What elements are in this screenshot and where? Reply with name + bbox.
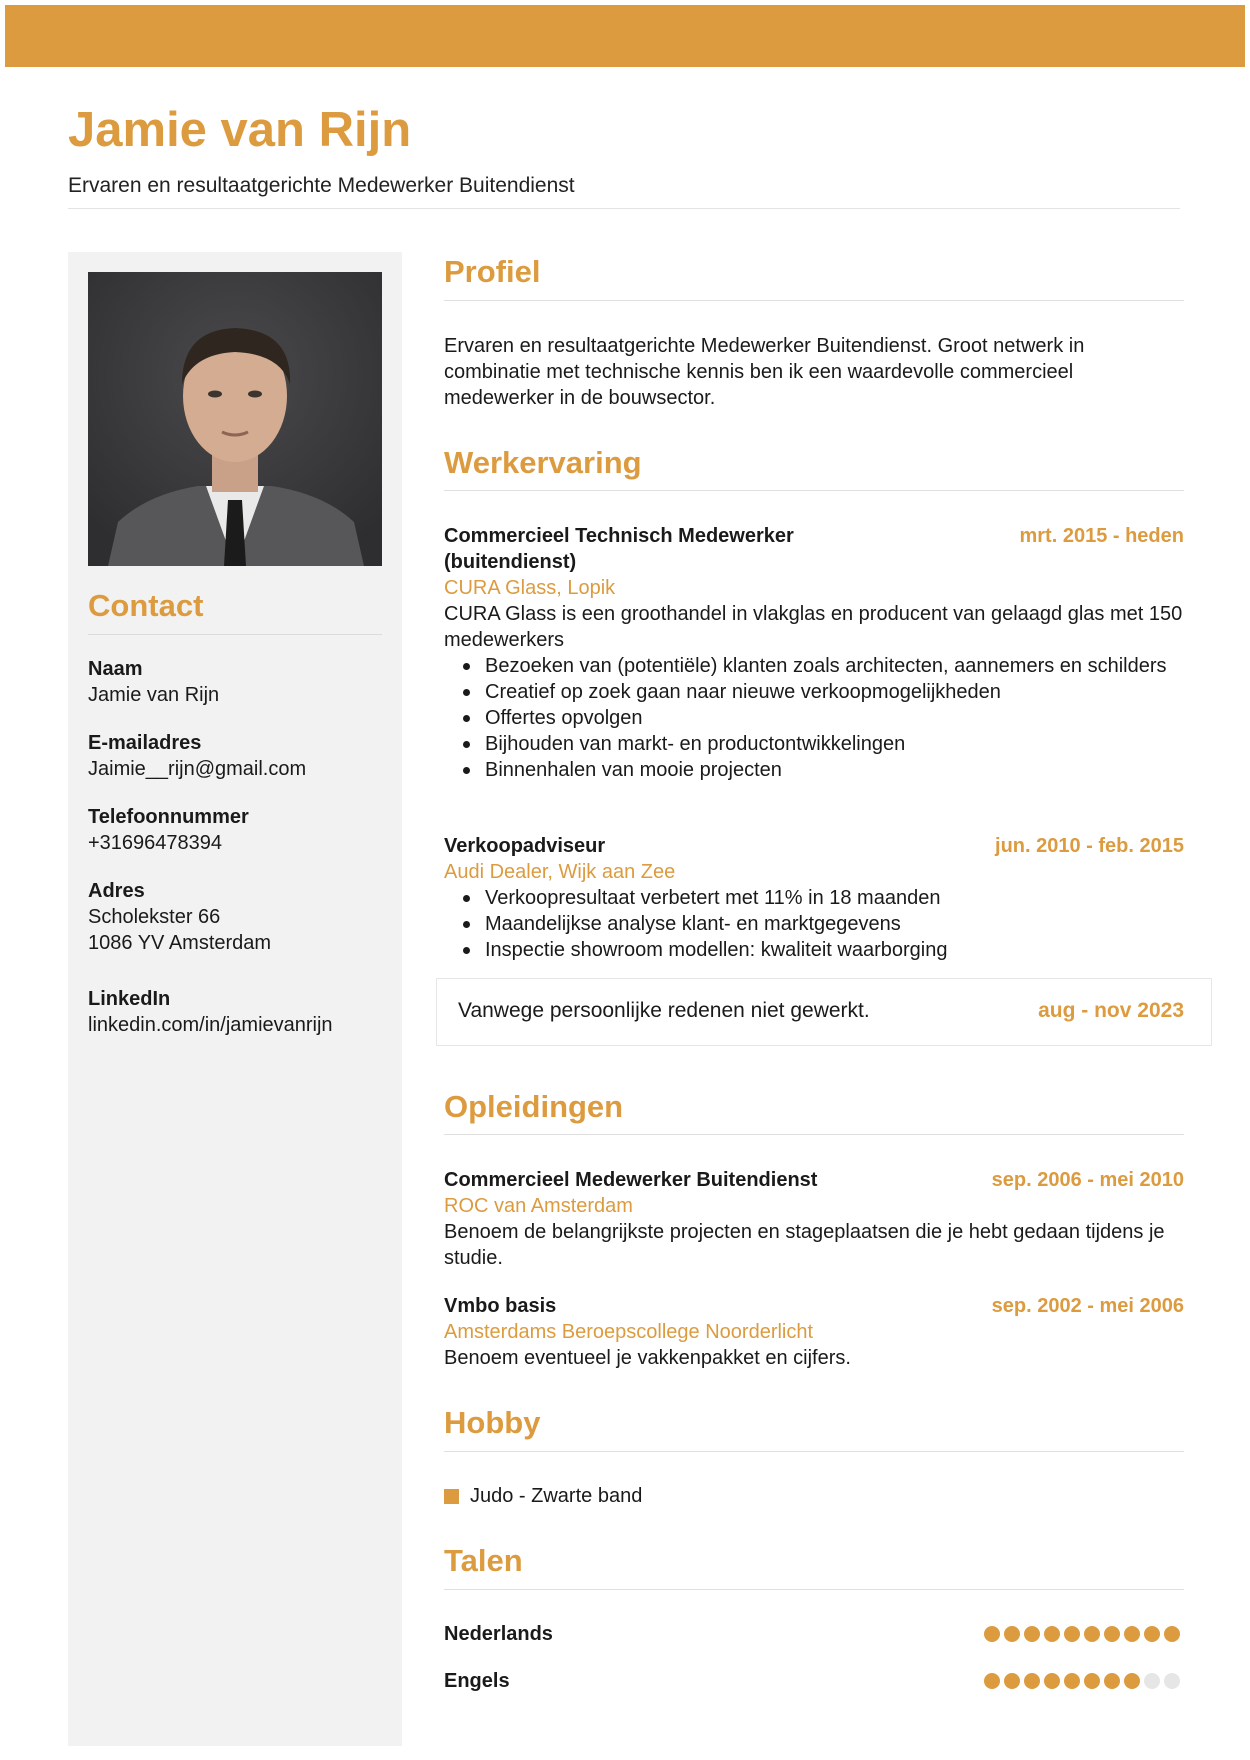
contact-linkedin-value[interactable]: linkedin.com/in/jamievanrijn	[88, 1014, 333, 1036]
education-title: Vmbo basis	[444, 1295, 557, 1317]
profile-divider	[444, 300, 1184, 301]
language-level-dots	[984, 1626, 1180, 1642]
employment-gap-box	[436, 978, 1212, 1046]
education-title: Commercieel Medewerker Buitendienst	[444, 1169, 818, 1191]
level-dot-filled	[984, 1673, 1000, 1689]
level-dot-filled	[1124, 1626, 1140, 1642]
contact-divider	[88, 634, 382, 635]
level-dot-filled	[1144, 1626, 1160, 1642]
list-item: Creatief op zoek gaan naar nieuwe verkoopmogelijkheden	[485, 679, 1184, 705]
hobby-item: Judo - Zwarte band	[470, 1485, 643, 1507]
education-school: ROC van Amsterdam	[444, 1195, 633, 1217]
contact-name-label: Naam	[88, 658, 143, 680]
contact-linkedin	[88, 986, 333, 1038]
contact-address	[88, 878, 271, 956]
contact-linkedin-label: LinkedIn	[88, 988, 171, 1010]
language-level-dots	[984, 1673, 1180, 1689]
level-dot-filled	[1024, 1626, 1040, 1642]
header-divider	[68, 208, 1180, 209]
list-item: Bezoeken van (potentiële) klanten zoals architecten, aannemers en schilders	[485, 653, 1184, 679]
level-dot-filled	[1004, 1626, 1020, 1642]
level-dot-filled	[1084, 1673, 1100, 1689]
job-title: Verkoopadviseur	[444, 835, 606, 857]
candidate-name: Jamie van Rijn	[68, 103, 412, 157]
level-dot-filled	[1004, 1673, 1020, 1689]
level-dot-filled	[1124, 1673, 1140, 1689]
candidate-subtitle: Ervaren en resultaatgerichte Medewerker Buitendienst	[68, 174, 575, 197]
languages-divider	[444, 1589, 1184, 1590]
education-school: Amsterdams Beroepscollege Noorderlicht	[444, 1321, 814, 1343]
level-dot-filled	[1064, 1673, 1080, 1689]
contact-name-value: Jamie van Rijn	[88, 684, 220, 706]
job-company: CURA Glass, Lopik	[444, 577, 616, 599]
contact-heading: Contact	[88, 588, 204, 623]
languages-heading: Talen	[444, 1543, 523, 1578]
contact-phone	[88, 804, 249, 856]
level-dot-filled	[1164, 1626, 1180, 1642]
list-item: Inspectie showroom modellen: kwaliteit waarborging	[485, 937, 1184, 963]
job-date: mrt. 2015 - heden	[1019, 525, 1184, 547]
language-name: Engels	[444, 1670, 510, 1692]
level-dot-empty	[1144, 1673, 1160, 1689]
job-company: Audi Dealer, Wijk aan Zee	[444, 861, 676, 883]
level-dot-filled	[1084, 1626, 1100, 1642]
sidebar	[68, 252, 402, 1746]
experience-divider	[444, 490, 1184, 491]
list-item: Verkoopresultaat verbetert met 11% in 18 maanden	[485, 885, 1184, 911]
education-heading: Opleidingen	[444, 1089, 624, 1124]
profile-text: Ervaren en resultaatgerichte Medewerker Buitendienst. Groot netwerk in combinatie met technische kennis ben ik een waardevolle commercieel medewerker in de bouwsector.	[444, 335, 1085, 409]
hobby-bullet-square	[444, 1489, 459, 1504]
contact-email-value[interactable]: Jaimie__rijn@gmail.com	[88, 758, 307, 780]
job-title-line1: Commercieel Technisch Medewerker	[444, 525, 794, 547]
level-dot-empty	[1164, 1673, 1180, 1689]
job-date: jun. 2010 - feb. 2015	[995, 835, 1184, 857]
job-description: CURA Glass is een groothandel in vlakglas en producent van gelaagd glas met 150 medewerkers	[444, 603, 1183, 651]
contact-phone-value[interactable]: +31696478394	[88, 832, 223, 854]
contact-email	[88, 730, 306, 782]
list-item: Offertes opvolgen	[485, 705, 1184, 731]
level-dot-filled	[1104, 1626, 1120, 1642]
education-divider	[444, 1134, 1184, 1135]
top-accent-bar	[5, 5, 1245, 67]
language-name: Nederlands	[444, 1623, 553, 1645]
contact-email-label: E-mailadres	[88, 732, 202, 754]
job-title	[444, 523, 794, 575]
hobby-heading: Hobby	[444, 1405, 541, 1440]
education-date: sep. 2002 - mei 2006	[991, 1295, 1184, 1317]
profile-heading: Profiel	[444, 254, 541, 289]
list-item: Bijhouden van markt- en productontwikkelingen	[485, 731, 1184, 757]
level-dot-filled	[984, 1626, 1000, 1642]
level-dot-filled	[1104, 1673, 1120, 1689]
level-dot-filled	[1024, 1673, 1040, 1689]
profile-photo	[88, 272, 382, 566]
job-title-line2: (buitendienst)	[444, 551, 577, 573]
hobby-divider	[444, 1451, 1184, 1452]
contact-address-line2: 1086 YV Amsterdam	[88, 932, 272, 954]
gap-date: aug - nov 2023	[1038, 999, 1184, 1022]
contact-address-label: Adres	[88, 880, 145, 902]
education-date: sep. 2006 - mei 2010	[991, 1169, 1184, 1191]
job-bullets	[444, 653, 1184, 783]
level-dot-filled	[1044, 1673, 1060, 1689]
education-description: Benoem eventueel je vakkenpakket en cijfers.	[444, 1347, 851, 1369]
contact-address-line1: Scholekster 66	[88, 906, 221, 928]
experience-heading: Werkervaring	[444, 445, 642, 480]
education-description: Benoem de belangrijkste projecten en stageplaatsen die je hebt gedaan tijdens je studie.	[444, 1221, 1165, 1269]
level-dot-filled	[1064, 1626, 1080, 1642]
list-item: Binnenhalen van mooie projecten	[485, 757, 1184, 783]
gap-text: Vanwege persoonlijke redenen niet gewerkt.	[458, 999, 870, 1022]
contact-phone-label: Telefoonnummer	[88, 806, 249, 828]
job-bullets	[444, 885, 1184, 963]
list-item: Maandelijkse analyse klant- en marktgegevens	[485, 911, 1184, 937]
contact-name	[88, 656, 219, 708]
level-dot-filled	[1044, 1626, 1060, 1642]
